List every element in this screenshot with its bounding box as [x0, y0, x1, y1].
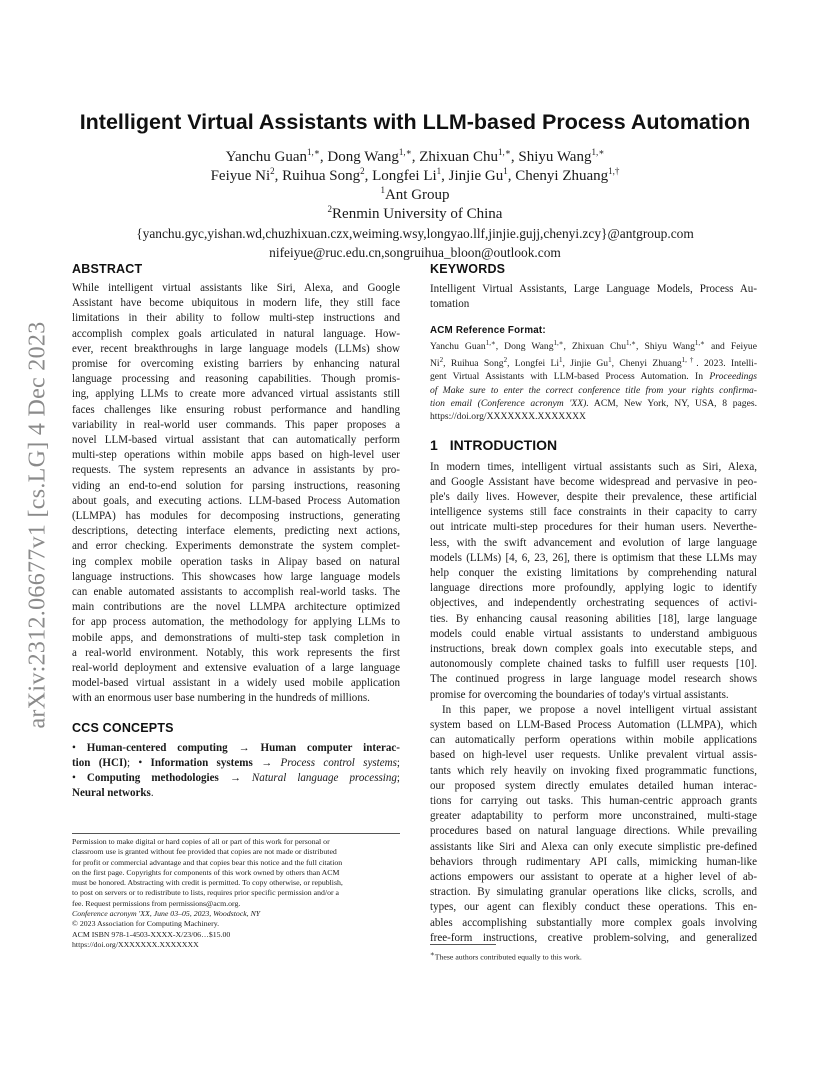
abstract-line: real-world deployment and extensive evaluation of a large language — [72, 662, 400, 675]
intro-line: ple's daily lives. However, despite their prevalence, these artificial — [430, 490, 757, 503]
abstract-line: mobile apps, and demonstrations of multi-step task completion in — [72, 631, 400, 644]
author-name: Yanchu Guan — [225, 149, 308, 165]
isbn-line: ACM ISBN 978-1-4503-XXXX-X/23/06…$15.00 — [72, 929, 231, 939]
author-affiliation-mark: 1,∗ — [398, 147, 412, 157]
keywords-line: Intelligent Virtual Assistants, Large Language Models, Process Au- — [430, 283, 757, 295]
arxiv-identifier: arXiv:2312.06677v1 [cs.LG] 4 Dec 2023 — [24, 321, 51, 729]
abstract-line: ever, recent breakthroughs in large language models (LLMs) show — [72, 342, 400, 355]
abstract-line: ing, applying LLMs to create more advanced virtual assistants still — [72, 388, 400, 401]
intro-line: promise for overcoming the boundaries of today's virtual assistants. — [430, 688, 729, 701]
introduction-paragraph-2 — [430, 703, 757, 946]
abstract-line: viding an end-to-end solution for parsing instructions, reasoning — [72, 479, 400, 492]
abstract-line: variability in real-world user commands. This paper proposes a — [72, 418, 400, 431]
permission-line: on the first page. Copyrights for components of this work owned by others than ACM — [72, 867, 340, 877]
intro-line: models could enable virtual assistants to understand ambiguous — [430, 627, 757, 640]
author-name: Dong Wang — [327, 149, 399, 165]
affiliation-renmin: $^2$Renmin University of China — [327, 204, 503, 222]
abstract-line: and error checking. Experiments demonstrate the system complet- — [72, 540, 400, 553]
acm-reference-body: Yanchu Guan$^{1,∗}$, Dong Wang$^{1,∗}$, Zhixuan Chu$^{1,∗}$, Shiyu Wang$^{1,∗}$ and Feiyue Ni$^2$, Ruihua Song$^2$, Longfei Li$^1$, Jinjie Gu$^1$, Chenyi Zhuang$^{1,\dagger}$. 2023. Intelli- gent Virtual Assistants with LLM-based Process Automation. In Proceedings of Make sure to enter the correct conference title from your rights confirma- tion email (Conference acronym 'XX). ACM, New York, NY, USA, 8 pages. https://doi.org/XXXXXXX.XXXXXXX — [430, 339, 758, 423]
keywords-body — [430, 282, 757, 312]
author-line-1: Yanchu Guan$^{1,∗}$, Dong Wang$^{1,∗}$, Zhixuan Chu$^{1,∗}$, Shiyu Wang$^{1,∗}$ — [225, 147, 605, 165]
author-name: Jinjie Gu — [448, 168, 504, 184]
intro-line: based on high-level user requests. Unlike prevalent virtual assis- — [430, 749, 757, 762]
keywords-heading: KEYWORDS — [430, 262, 506, 276]
author-name: Zhixuan Chu — [419, 149, 498, 165]
abstract-body — [72, 281, 400, 707]
intro-line: The continued progress in large language model research shows — [430, 673, 757, 686]
permission-line: Permission to make digital or hard copies of all or part of this work for personal or — [72, 837, 330, 846]
abstract-line: promise for overcoming existing barriers by enhancing natural — [72, 358, 400, 371]
intro-line: tants which rely heavily on invoking fixed programmatic functions, — [430, 764, 757, 777]
author-affiliation-mark: 1,† — [608, 166, 620, 176]
intro-line: intelligence systems still face constraints in their capacity to carry — [430, 506, 757, 519]
abstract-line: multi-step operations within mobile apps based on high-level user — [72, 449, 400, 462]
author-affiliation-mark: 2 — [270, 166, 275, 176]
intro-line: free-form instructions, creative problem-solving, and generalized — [430, 931, 757, 944]
intro-line: help conquer the existing limitations by comprehending natural — [430, 566, 757, 579]
intro-line: system based on LLM-Based Process Automation (LLMPA), which — [430, 719, 757, 732]
author-affiliation-mark: 1,∗ — [591, 147, 605, 157]
intro-line: types, our agent can flexibly conduct these operations. This en- — [430, 901, 757, 914]
intro-line: actions empowers our assistant to operate at a higher level of ab- — [430, 871, 757, 884]
permission-line: for profit or commercial advantage and that copies bear this notice and the full citation — [72, 857, 343, 867]
left-column — [72, 262, 400, 802]
abstract-line: novel LLM-based virtual assistant that can automatically perform — [72, 434, 400, 447]
intro-line: In this paper, we propose a novel intelligent virtual assistant — [442, 703, 757, 716]
author-name: Chenyi Zhuang — [515, 168, 609, 184]
permission-line: must be honored. Abstracting with credit is permitted. To copy otherwise, or republish, — [72, 878, 343, 888]
intro-line: autonomously complete chained tasks to fulfill user requests [10]. — [430, 658, 757, 671]
author-block — [60, 148, 770, 262]
intro-line: models (LLMs) [4, 6, 23, 26], there is optimism that these LLMs may — [430, 551, 757, 564]
intro-line: language directions more profoundly, applying logic to identify — [430, 582, 757, 595]
intro-line: objectives, and independently orchestrating sequences of activi- — [430, 597, 757, 610]
copyright-line: © 2023 Association for Computing Machinery. — [72, 919, 220, 929]
intro-line: straction. By simulating granular operations like clicks, scrolls, and — [430, 886, 757, 899]
author-name: Longfei Li — [372, 168, 437, 184]
abstract-line: descriptions, detecting interface elements, predicting next actions, — [72, 525, 400, 538]
abstract-line: limitations in their ability to follow multi-step instructions and — [72, 312, 400, 325]
intro-line: tions for carrying out tasks. This human-centric approach grants — [430, 795, 757, 808]
abstract-line: model-based virtual assistant in a widely used mobile application — [72, 677, 400, 690]
permission-line: to post on servers or to redistribute to lists, requires prior specific permission and/or a — [72, 888, 339, 898]
intro-line: less, with the swift advancement and evolution of large language — [430, 536, 757, 549]
abstract-line: (LLMPA) has modules for decomposing instructions, generating — [72, 510, 400, 523]
author-affiliation-mark: 1 — [503, 166, 508, 176]
intro-line: ables accomplishing substantially more complex goals involving — [430, 916, 757, 929]
intro-line: instructions, break down complex goals into executable steps, and — [430, 643, 757, 655]
abstract-line: ing complex mobile operation tasks in Alipay based on natural — [72, 555, 400, 568]
author-name: Ruihua Song — [282, 168, 361, 184]
conference-line: Conference acronym 'XX, June 03–05, 2023, Woodstock, NY — [72, 909, 261, 919]
intro-line: and Google Assistant have become widespread and pervasive in peo- — [430, 475, 757, 488]
abstract-line: main contributions are the novel LLMPA architecture optimized — [72, 601, 400, 614]
paper-title: Intelligent Virtual Assistants with LLM-based Process Automation — [79, 110, 751, 134]
abstract-line: Assistant have become ubiquitous in modern life, they still face — [72, 297, 400, 310]
abstract-heading: ABSTRACT — [72, 262, 143, 276]
intro-line: greater adaptability to perform more unconstrained, multi-stage — [430, 810, 757, 823]
intro-line: procedures based on natural language directions. While prevailing — [430, 825, 757, 838]
abstract-line: language processing and reasoning capabilities. Though promis- — [72, 373, 400, 386]
permission-divider — [72, 833, 400, 834]
abstract-line: can enable automated assistants to accomplish real-world tasks. The — [72, 586, 400, 599]
permission-line: fee. Request permissions from permissions@acm.org. — [72, 898, 241, 908]
author-affiliation-mark: 1,∗ — [307, 147, 320, 157]
abstract-line: about goals, and executing actions. LLM-based Process Automation — [72, 494, 400, 507]
abstract-line: for app process automation, the methodology for applying LLMs to — [72, 616, 400, 629]
intro-line: In modern times, intelligent virtual assistants such as Siri, Alexa, — [430, 460, 757, 473]
abstract-line: with an enormous user base numbering in the hundreds of millions. — [72, 692, 370, 705]
abstract-line: a real-world environment. Notably, this work represents the first — [72, 646, 400, 659]
intro-line: behaviors through rudimentary API calls, mimicking human-like — [430, 855, 757, 868]
author-affiliation-mark: 2 — [360, 166, 365, 176]
abstract-line: faces challenges like ensuring robust performance and handling — [72, 403, 400, 416]
abstract-line: While intelligent virtual assistants like Siri, Alexa, and Google — [72, 282, 400, 294]
footnote-divider — [430, 944, 496, 945]
ccs-heading: CCS CONCEPTS — [72, 720, 174, 735]
keywords-line: tomation — [430, 298, 470, 311]
abstract-line: requests. The system represents an advance in assistants by pro- — [72, 464, 400, 477]
affiliation-ant-group: $^1$Ant Group — [380, 185, 450, 203]
intro-line: ties. By enhancing causal reasoning abilities [18], large language — [430, 612, 757, 625]
author-affiliation-mark: 1,∗ — [497, 147, 511, 157]
intro-line: out intricate multi-step procedures for their human users. Neverthe- — [430, 521, 757, 534]
footnote: ∗These authors contributed equally to this work. — [430, 950, 582, 962]
doi-line: https://doi.org/XXXXXXX.XXXXXXX — [72, 939, 199, 949]
intro-line: our proposed system directly emulates detailed human interac- — [430, 779, 757, 792]
intro-line: can automatically perform operations within mobile applications — [430, 734, 757, 747]
author-line-2: Feiyue Ni$^2$, Ruihua Song$^2$, Longfei Li$^1$, Jinjie Gu$^1$, Chenyi Zhuang$^{1,\dagger}$ — [210, 166, 620, 184]
author-emails-antgroup: {yanchu.gyc,yishan.wd,chuzhixuan.czx,weiming.wsy,longyao.llf,jinjie.gujj,chenyi.zcy}@antgroup.com — [136, 226, 694, 241]
ccs-body: • Human-centered computing → Human computer interac- tion (HCI); • Information systems → Process control systems; • Computing methodologies → Natural language processing; Neural networks. — [72, 741, 400, 800]
author-name: Feiyue Ni — [210, 168, 271, 184]
author-name: Shiyu Wang — [518, 149, 592, 165]
permission-notice — [72, 837, 400, 950]
author-emails-other: nifeiyue@ruc.edu.cn,songruihua_bloon@outlook.com — [269, 245, 561, 260]
introduction-paragraph-1 — [430, 460, 757, 703]
introduction-heading: 1 INTRODUCTION — [430, 436, 558, 453]
abstract-line: accomplish complex goals articulated in natural language. How- — [72, 327, 400, 340]
right-column — [430, 262, 757, 946]
author-affiliation-mark: 1 — [436, 166, 442, 176]
permission-line: classroom use is granted without fee provided that copies are not made or distributed — [72, 847, 337, 857]
abstract-line: language instructions. This showcases how large language models — [72, 570, 400, 583]
intro-line: assistants like Siri and Alexa can only execute simplistic pre-defined — [430, 840, 757, 853]
arxiv-side-stamp — [18, 290, 58, 760]
acm-reference-heading: ACM Reference Format: — [430, 325, 546, 337]
